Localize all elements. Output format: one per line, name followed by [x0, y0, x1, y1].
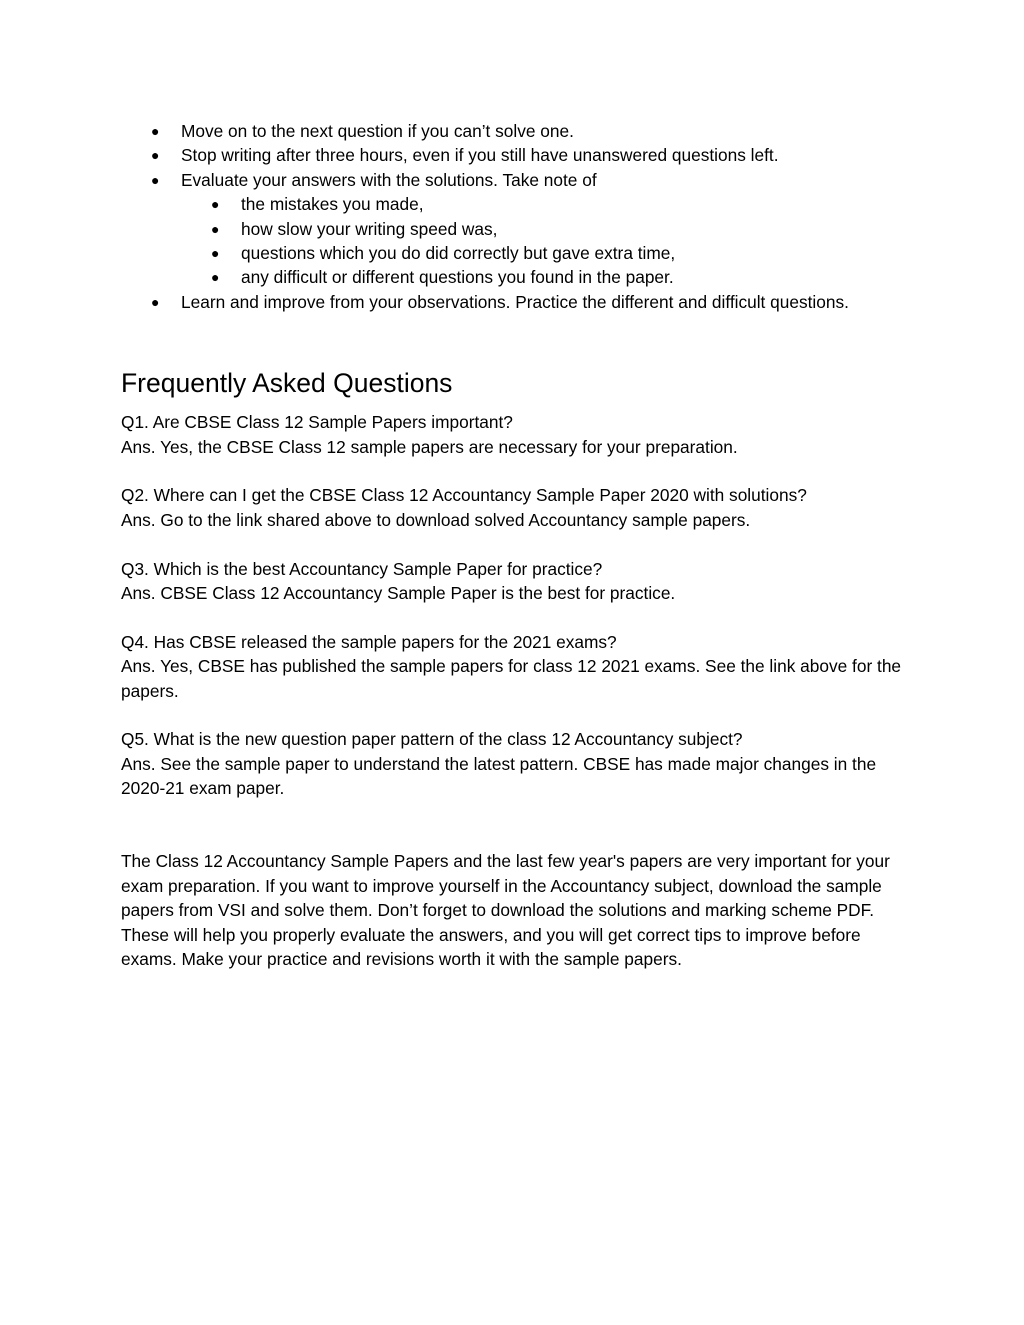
faq-question: Q3. Which is the best Accountancy Sample Paper for practice? [121, 558, 603, 579]
bullet-icon: ● [211, 220, 220, 237]
tip-item [121, 290, 911, 314]
bullet-icon: ● [151, 123, 160, 139]
faq-answer: Ans. CBSE Class 12 Accountancy Sample Paper is the best for practice. [121, 583, 676, 604]
tip-text: Stop writing after three hours, even if you still have unanswered questions left. [181, 145, 779, 166]
faq-heading: Frequently Asked Questions [121, 368, 453, 399]
tip-subitem [181, 265, 911, 289]
faq-item [121, 557, 911, 606]
faq-item [121, 410, 911, 459]
faq-question: Q2. Where can I get the CBSE Class 12 Accountancy Sample Paper 2020 with solutions? [121, 485, 807, 506]
bullet-icon: ● [211, 196, 220, 213]
faq-item [121, 727, 911, 800]
faq-list [121, 410, 911, 800]
faq-question: Q1. Are CBSE Class 12 Sample Papers important? [121, 412, 513, 433]
tip-item [121, 119, 911, 143]
faq-question: Q5. What is the new question paper pattern of the class 12 Accountancy subject? [121, 729, 743, 750]
faq-item [121, 630, 911, 703]
tip-sublist [181, 192, 911, 290]
tip-subitem [181, 241, 911, 265]
tip-subitem-text: the mistakes you made, [241, 194, 424, 215]
bullet-icon: ● [211, 269, 220, 286]
bullet-icon: ● [151, 147, 160, 164]
faq-item [121, 483, 911, 532]
page-content [121, 119, 911, 972]
tip-item [121, 143, 911, 167]
bullet-icon: ● [151, 293, 160, 310]
bullet-icon: ● [211, 245, 220, 262]
tip-subitem-text: questions which you do did correctly but gave extra time, [241, 243, 676, 264]
tip-item [121, 168, 911, 290]
tip-text: Move on to the next question if you can’t solve one. [181, 121, 574, 141]
faq-answer: Ans. See the sample paper to understand the latest pattern. CBSE has made major changes in the 2020-21 exam paper. [121, 753, 877, 799]
faq-answer: Ans. Yes, the CBSE Class 12 sample papers are necessary for your preparation. [121, 436, 738, 457]
tip-text: Learn and improve from your observations. Practice the different and difficult questions. [181, 291, 849, 312]
faq-answer: Ans. Go to the link shared above to download solved Accountancy sample papers. [121, 509, 751, 530]
faq-question: Q4. Has CBSE released the sample papers for the 2021 exams? [121, 631, 617, 652]
tip-subitem-text: how slow your writing speed was, [241, 218, 498, 239]
closing-paragraph: The Class 12 Accountancy Sample Papers and the last few year's papers are very important for your exam preparation. If you want to improve yourself in the Accountancy subject, download the sample papers from VSI and solve them. Don’t forget to download the solutions and marking scheme PDF. These will help you properly evaluate the answers, and you will get correct tips to improve before exams. Make your practice and revisions worth it with the sample papers. [121, 851, 890, 970]
tip-subitem [181, 192, 911, 216]
tip-subitem-text: any difficult or different questions you found in the paper. [241, 267, 674, 288]
tips-list [121, 119, 911, 314]
tip-subitem [181, 217, 911, 241]
tip-text: Evaluate your answers with the solutions. Take note of [181, 169, 597, 190]
faq-answer: Ans. Yes, CBSE has published the sample papers for class 12 2021 exams. See the link above for the papers. [121, 656, 902, 701]
bullet-icon: ● [151, 171, 160, 188]
